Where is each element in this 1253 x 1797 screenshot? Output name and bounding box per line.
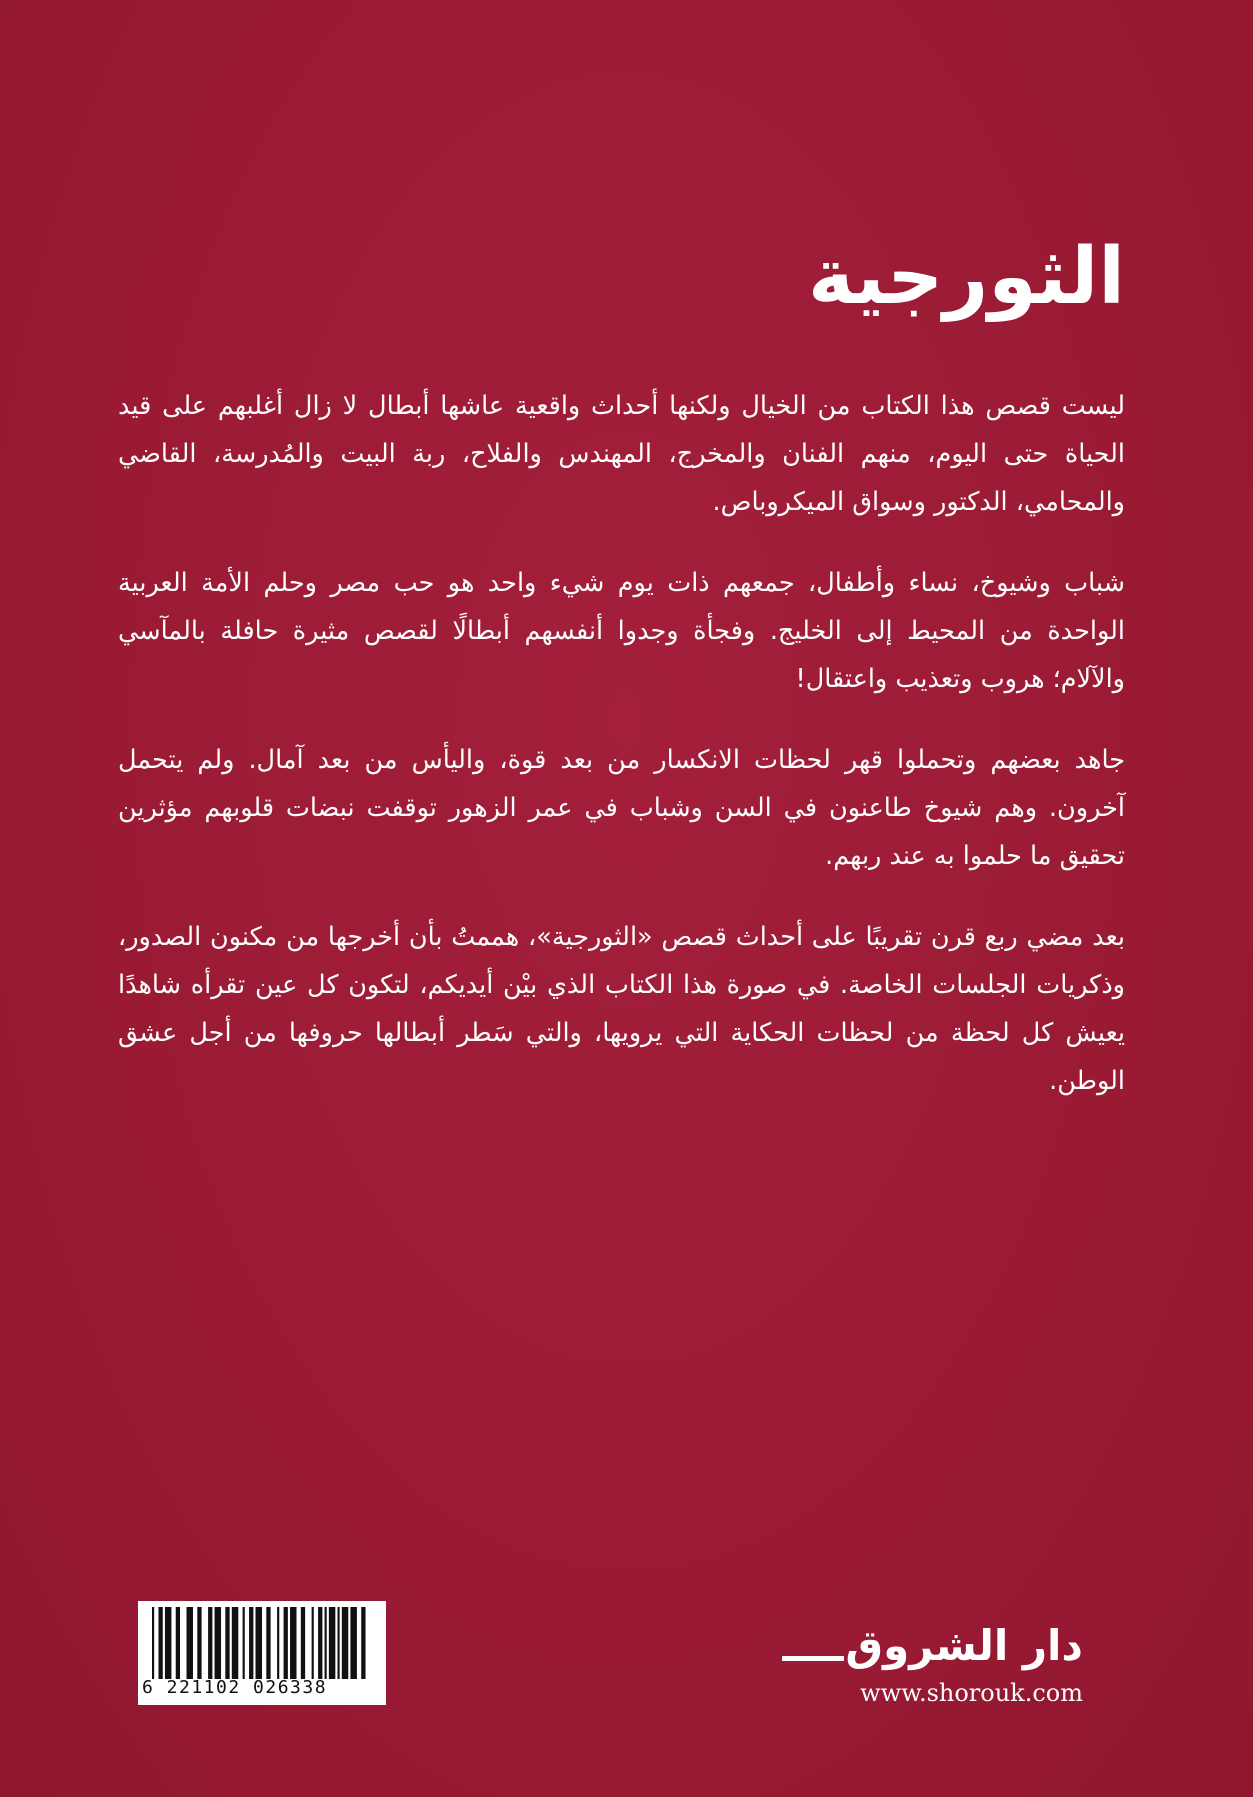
blurb-paragraph: شباب وشيوخ، نساء وأطفال، جمعهم ذات يوم شيء واحد هو حب مصر وحلم الأمة العربية الواحدة من المحيط إلى الخليج. وفجأة وجدوا أنفسهم أبطالًا لقصص مثيرة حافلة بالمآسي والآلام؛ هروب وتعذيب واعتقال! <box>118 568 1125 694</box>
barcode-bar <box>325 1607 327 1679</box>
barcode-bar <box>342 1607 348 1679</box>
barcode-bar <box>277 1607 279 1679</box>
barcode-bar <box>152 1607 154 1679</box>
logo-underline-bar <box>782 1656 844 1661</box>
blurb-paragraph: جاهد بعضهم وتحملوا قهر لحظات الانكسار من بعد قوة، واليأس من بعد آمال. ولم يتحمل آخرون. وهم شيوخ طاعنون في السن وشباب في عمر الزهور توقفت نبضات قلوبهم مؤثرين تحقيق ما حلموا به عند ربهم. <box>118 745 1125 871</box>
barcode-bar <box>208 1607 212 1679</box>
barcode-bars <box>150 1607 376 1679</box>
barcode-bar <box>350 1607 356 1679</box>
publisher-block <box>782 1621 1083 1707</box>
barcode-bar <box>158 1607 162 1679</box>
publisher-logo <box>782 1621 1083 1670</box>
barcode-bar <box>312 1607 314 1679</box>
publisher-url: www.shorouk.com <box>860 1679 1083 1707</box>
barcode-bar <box>266 1607 270 1679</box>
barcode-bar <box>329 1607 335 1679</box>
barcode-bar <box>232 1607 238 1679</box>
barcode-bar <box>361 1607 365 1679</box>
barcode-bar <box>165 1607 171 1679</box>
barcode-bar <box>243 1607 245 1679</box>
barcode-bar <box>215 1607 221 1679</box>
barcode-bar <box>256 1607 262 1679</box>
barcode-bar <box>176 1607 180 1679</box>
barcode-bar <box>290 1607 296 1679</box>
barcode-number: 6 221102 026338 <box>142 1677 328 1698</box>
publisher-name: دار الشروق <box>845 1621 1083 1670</box>
barcode-bar <box>249 1607 253 1679</box>
barcode-bar <box>318 1607 322 1679</box>
book-title: الثورجية <box>807 232 1125 322</box>
blurb-paragraph: ليست قصص هذا الكتاب من الخيال ولكنها أحداث واقعية عاشها أبطال لا زال أغلبهم على قيد الحياة حتى اليوم، منهم الفنان والمخرج، المهندس والفلاح، ربة البيت والمُدرسة، القاضي والمحامي، الدكتور وسواق الميكروباص. <box>118 391 1125 517</box>
barcode-bar <box>197 1607 201 1679</box>
barcode <box>138 1601 386 1705</box>
barcode-bar <box>225 1607 229 1679</box>
blurb-paragraph: بعد مضي ربع قرن تقريبًا على أحداث قصص «الثورجية»، هممتُ بأن أخرجها من مكنون الصدور، وذكريات الجلسات الخاصة. في صورة هذا الكتاب الذي بيْن أيديكم، لتكون كل عين تقرأه شاهدًا يعيش كل لحظة من لحظات الحكاية التي يرويها، والتي سَطر أبطالها حروفها من أجل عشق الوطن. <box>118 922 1125 1096</box>
barcode-bar <box>301 1607 305 1679</box>
barcode-bar <box>187 1607 193 1679</box>
barcode-bar <box>284 1607 288 1679</box>
barcode-bar <box>337 1607 339 1679</box>
blurb <box>118 382 1125 1138</box>
